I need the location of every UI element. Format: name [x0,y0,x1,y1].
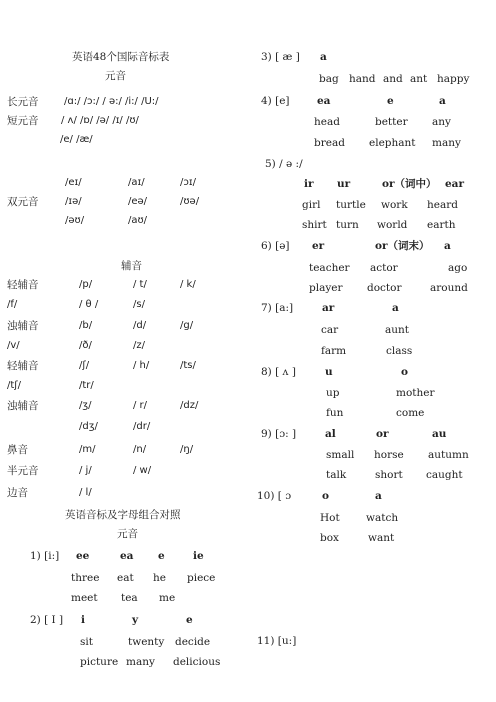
example-word: delicious [173,656,221,668]
consonant: /g/ [180,320,194,331]
consonant: / k/ [180,279,196,290]
consonant: / r/ [133,400,148,411]
consonant-row-label: /v/ [7,340,20,351]
example-word: watch [366,512,399,524]
example-word: mother [396,387,435,399]
phoneme-label: 11) [u:] [257,635,297,647]
consonant: / l/ [79,487,92,498]
consonant: /z/ [133,340,145,351]
example-word: elephant [369,137,416,149]
example-word: piece [187,572,216,584]
consonant: /b/ [79,320,93,331]
example-word: autumn [428,449,469,461]
consonant: /ŋ/ [180,444,194,455]
consonant-row-label: 半元音 [7,465,39,477]
consonant-row-label: 浊辅音 [7,320,39,332]
phoneme-label: 1) [i:] [30,550,60,562]
letter-combo: y [132,614,139,626]
consonant: / θ / [79,299,99,310]
example-word: ago [448,262,468,274]
consonant-row-label: 边音 [7,487,28,499]
example-word: aunt [385,324,410,336]
example-word: he [153,572,166,584]
section2-title: 英语音标及字母组合对照 [65,509,181,521]
consonant: / h/ [133,360,150,371]
letter-combo: a [439,95,446,107]
consonant-row-label: 轻辅音 [7,279,39,291]
example-word: Hot [320,512,340,524]
long-vowel-label: 长元音 [7,96,39,108]
phoneme-label: 6) [ə] [261,240,290,252]
example-word: eat [117,572,134,584]
consonant-row-label: 浊辅音 [7,400,39,412]
letter-combo: ea [317,95,331,107]
letter-combo: a [444,240,451,252]
example-word: turn [336,219,359,231]
example-word: better [375,116,408,128]
phoneme-label: 2) [ I ] [30,614,64,626]
example-word: box [320,532,339,544]
consonant-heading: 辅音 [121,260,142,272]
example-word: teacher [309,262,350,274]
letter-combo: o [401,366,409,378]
example-word: tea [121,592,138,604]
example-word: come [396,407,425,419]
example-word: hand [349,73,376,85]
example-word: meet [71,592,98,604]
diphthong-label: 双元音 [7,196,39,208]
consonant: /dʒ/ [79,421,98,432]
short-vowel-symbols-2: /e/ /æ/ [60,134,93,145]
example-word: actor [370,262,398,274]
example-word: work [381,199,408,211]
section2-subtitle: 元音 [117,528,138,540]
example-word: and [383,73,403,85]
example-word: many [126,656,155,668]
phoneme-label: 7) [a:] [261,302,294,314]
example-word: many [432,137,461,149]
example-word: small [326,449,355,461]
vowel-heading: 元音 [105,70,126,82]
example-word: farm [321,345,347,357]
letter-combo: ea [120,550,134,562]
phoneme-label: 4) [e] [261,95,290,107]
letter-combo: au [432,428,447,440]
diphthong: /eə/ [128,196,148,207]
example-word: decide [175,636,211,648]
example-word: player [309,282,343,294]
letter-combo: or [376,428,389,440]
consonant: /ʃ/ [79,360,90,371]
diphthong: /ɪə/ [65,196,82,207]
example-word: head [314,116,340,128]
example-word: ant [410,73,428,85]
example-word: turtle [336,199,366,211]
letter-combo: or（词中） [382,178,437,190]
consonant: /ð/ [79,340,92,351]
example-word: bag [319,73,339,85]
consonant: /dz/ [180,400,199,411]
page-title: 英语48个国际音标表 [72,51,170,63]
phoneme-label: 8) [ ʌ ] [261,366,296,378]
example-word: talk [326,469,347,481]
letter-combo: o [322,490,330,502]
letter-combo: al [325,428,336,440]
example-word: sit [80,636,93,648]
consonant: /d/ [133,320,147,331]
example-word: bread [314,137,345,149]
letter-combo: a [375,490,382,502]
consonant-row-label: 轻辅音 [7,360,39,372]
consonant: /ts/ [180,360,196,371]
example-word: any [432,116,451,128]
example-word: doctor [367,282,402,294]
diphthong: /ʊə/ [180,196,200,207]
short-vowel-symbols-1: / ʌ/ /ɒ/ /ə/ /ɪ/ /ʊ/ [61,115,139,126]
example-word: around [430,282,468,294]
example-word: shirt [302,219,327,231]
example-word: me [159,592,176,604]
example-word: heard [427,199,458,211]
consonant: /ʒ/ [79,400,92,411]
consonant: /s/ [133,299,145,310]
consonant-row-label: 鼻音 [7,444,28,456]
consonant: /n/ [133,444,147,455]
letter-combo: e [387,95,394,107]
consonant: /dr/ [133,421,151,432]
example-word: car [321,324,339,336]
phoneme-label: 3) [ æ ] [261,51,300,63]
letter-combo: ee [76,550,90,562]
consonant: /p/ [79,279,93,290]
letter-combo: ar [322,302,335,314]
diphthong: /aɪ/ [128,177,145,188]
long-vowel-symbols: /ɑ:/ /ɔ:/ / ə:/ /i:/ /U:/ [64,96,159,107]
letter-combo: u [325,366,333,378]
example-word: caught [426,469,463,481]
letter-combo: ear [445,178,465,190]
example-word: three [71,572,100,584]
consonant: / w/ [133,465,152,476]
example-word: want [368,532,395,544]
letter-combo: ie [193,550,204,562]
example-word: earth [427,219,456,231]
letter-combo: e [158,550,165,562]
letter-combo: e [186,614,193,626]
consonant: / t/ [133,279,147,290]
consonant: /m/ [79,444,96,455]
example-word: horse [374,449,404,461]
letter-combo: a [392,302,399,314]
letter-combo: ur [337,178,351,190]
consonant: / j/ [79,465,92,476]
example-word: short [375,469,403,481]
phoneme-label: 5) / ə :/ [265,158,303,170]
letter-combo: er [312,240,325,252]
diphthong: /ɔɪ/ [180,177,196,188]
example-word: twenty [128,636,165,648]
diphthong: /aʊ/ [128,215,148,226]
short-vowel-label: 短元音 [7,115,39,127]
example-word: happy [437,73,470,85]
phoneme-label: 9) [ɔ: ] [261,428,297,440]
example-word: picture [80,656,119,668]
diphthong: /əʊ/ [65,215,85,226]
example-word: class [386,345,413,357]
phoneme-label: 10) [ ɔ [257,490,292,502]
example-word: world [377,219,408,231]
letter-combo: i [81,614,85,626]
letter-combo: ir [304,178,314,190]
example-word: girl [302,199,321,211]
diphthong: /eɪ/ [65,177,82,188]
consonant-row-label: /tʃ/ [7,380,22,391]
consonant: /tr/ [79,380,94,391]
letter-combo: or（词末） [375,240,430,252]
consonant-row-label: /f/ [7,299,18,310]
example-word: up [326,387,340,399]
letter-combo: a [320,51,327,63]
example-word: fun [326,407,344,419]
